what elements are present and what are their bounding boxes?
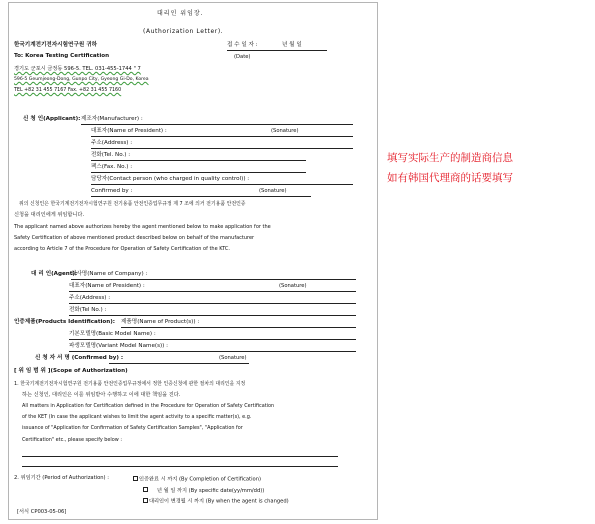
applicant-address: 주소(Address) : bbox=[91, 140, 133, 146]
product-name-line bbox=[121, 327, 356, 328]
date-ymd: 년 월 일 bbox=[282, 42, 302, 48]
applicant-section-label: 신 청 인(Applicant): bbox=[23, 116, 81, 122]
period-option-agent-change[interactable]: 대리인이 변경될 시 까지 (By when the agent is changed) bbox=[143, 498, 289, 505]
date-underline bbox=[227, 50, 327, 51]
applicant-fax-line bbox=[91, 172, 306, 173]
agent-company-line bbox=[71, 279, 356, 280]
para-en-1: The applicant named above authorizes hereby the agent mentioned below to make application for the bbox=[14, 224, 271, 230]
date-label-en: (Date) bbox=[234, 54, 251, 60]
scope1-en-4: Certification" etc., please specify below : bbox=[22, 437, 122, 443]
annotation-line-2: 如有韩国代理商的话要填写 bbox=[387, 172, 513, 184]
title-en: (Authorization Letter). bbox=[143, 28, 224, 35]
product-name: 제품명(Name of Product(s)) : bbox=[121, 319, 200, 325]
org-ko: 한국기계전기전자시험연구원 귀하 bbox=[14, 42, 98, 48]
confirmed-signature: (Sonature) bbox=[219, 355, 247, 361]
agent-president: 대표자(Name of President) : bbox=[69, 283, 145, 289]
confirmed-line bbox=[109, 363, 249, 364]
confirmed-label: 신 청 자 서 명 (Confirmed by) : bbox=[35, 355, 124, 361]
address-en: 596-5 Geumjeong-Dong, Gunpo City, Gyeong Gi-Do, Korea bbox=[14, 77, 149, 82]
tel-fax: TEL +82 31 455 7167 Fax. +82 31 455 7160 bbox=[14, 88, 122, 93]
applicant-address-line bbox=[91, 148, 353, 149]
applicant-confirmed: Confirmed by : bbox=[91, 188, 133, 194]
applicant-tel-line bbox=[91, 160, 306, 161]
applicant-signature-2: (Sonature) bbox=[259, 188, 287, 194]
agent-company: 회사명(Name of Company) : bbox=[71, 271, 148, 277]
para-en-3: according to Article 7 of the Procedure for Operation of Safety Certification of the KTC. bbox=[14, 246, 230, 252]
product-variant-model-line bbox=[69, 351, 356, 352]
agent-president-line bbox=[69, 291, 356, 292]
applicant-contact-line bbox=[91, 184, 353, 185]
agent-tel: 전화(Tel No.) : bbox=[69, 307, 107, 313]
scope1-ko-1: 1. 한국기계전기전자시험연구원 전기용품 안전인증업무규정에서 정한 인증신청에 관한 절차의 대리인을 지정 bbox=[14, 381, 246, 387]
product-section-label: 인증제품(Products Identification): bbox=[14, 319, 116, 325]
applicant-president-line bbox=[91, 136, 353, 137]
period-option-date[interactable]: 년 월 일 까지 (By specific date(yy/mm/dd)) bbox=[143, 487, 264, 494]
period-label: 2. 위임기간 (Period of Authorization) : bbox=[14, 475, 109, 481]
annotation-line-1: 填写实际生产的制造商信息 bbox=[387, 152, 513, 164]
applicant-fax: 팩스(Fax. No.) : bbox=[91, 164, 133, 170]
applicant-signature-1: (Sonature) bbox=[271, 128, 299, 134]
authorization-letter-form bbox=[8, 2, 378, 520]
agent-address-line bbox=[69, 303, 356, 304]
product-variant-model: 파생모델명(Variant Model Name(s)) : bbox=[69, 343, 169, 349]
agent-signature: (Sonature) bbox=[279, 283, 307, 289]
para-ko-1: 위의 신청인은 한국기계전기전자시험연구원 전기용품 안전인증업무규정 제 7 조에 의거 전기용품 안전인증 bbox=[19, 201, 246, 207]
product-basic-model-line bbox=[69, 339, 356, 340]
period-option-completion[interactable]: 인증완료 시 까지 (By Completion of Certification) bbox=[133, 476, 261, 483]
agent-address: 주소(Address) : bbox=[69, 295, 111, 301]
date-label-ko: 접 수 일 자 : bbox=[227, 42, 258, 48]
applicant-confirmed-line bbox=[91, 196, 311, 197]
title-ko: 대리인 위임장. bbox=[157, 10, 204, 17]
applicant-manufacturer-line bbox=[81, 124, 353, 125]
applicant-manufacturer: 제조자(Manufacturer) : bbox=[81, 116, 143, 122]
para-ko-2: 신청을 대리인에게 위임합니다. bbox=[14, 212, 85, 218]
address-ko: 경기도 군포시 금정동 596-5. TEL. 031-455-1744 " 7 bbox=[14, 66, 141, 72]
applicant-tel: 전화(Tel. No.) : bbox=[91, 152, 131, 158]
scope-blank-line-1 bbox=[22, 456, 338, 457]
product-basic-model: 기본모델명(Basic Model Name) : bbox=[69, 331, 156, 337]
scope1-ko-2: 하는 신청인, 대리인은 이를 위임받아 수행하고 이에 대한 책임을 진다. bbox=[22, 392, 181, 398]
scope-heading: [ 위 임 범 위 ](Scope of Authorization) bbox=[14, 368, 128, 374]
period-date-checkbox[interactable] bbox=[143, 487, 148, 492]
period-agent-change-checkbox[interactable] bbox=[143, 498, 148, 503]
agent-tel-line bbox=[69, 315, 356, 316]
scope-blank-line-2 bbox=[22, 466, 338, 467]
applicant-president: 대표자(Name of President) : bbox=[91, 128, 167, 134]
scope1-en-1: All matters in Application for Certification defined in the Procedure for Operation of Safety Certification bbox=[22, 403, 275, 409]
org-en: To: Korea Testing Certification bbox=[14, 53, 110, 59]
scope1-en-3: issuance of "Application for Confirmation of Safety Certification Samples", "Application for bbox=[22, 425, 243, 431]
applicant-contact: 담당자(Contact person (who charged in quality control)) : bbox=[91, 176, 250, 182]
form-number: [서식 CP003-05-06] bbox=[17, 509, 67, 515]
agent-section-label: 대 리 인(Agent): bbox=[31, 271, 78, 277]
para-en-2: Safety Certification of above mentioned product described below on behalf of the manufacturer bbox=[14, 235, 255, 241]
scope1-en-2: of the KET (In case the applicant wishes to limit the agent activity to a specific matter(s), e.g. bbox=[22, 414, 252, 420]
period-completion-checkbox[interactable] bbox=[133, 476, 138, 481]
